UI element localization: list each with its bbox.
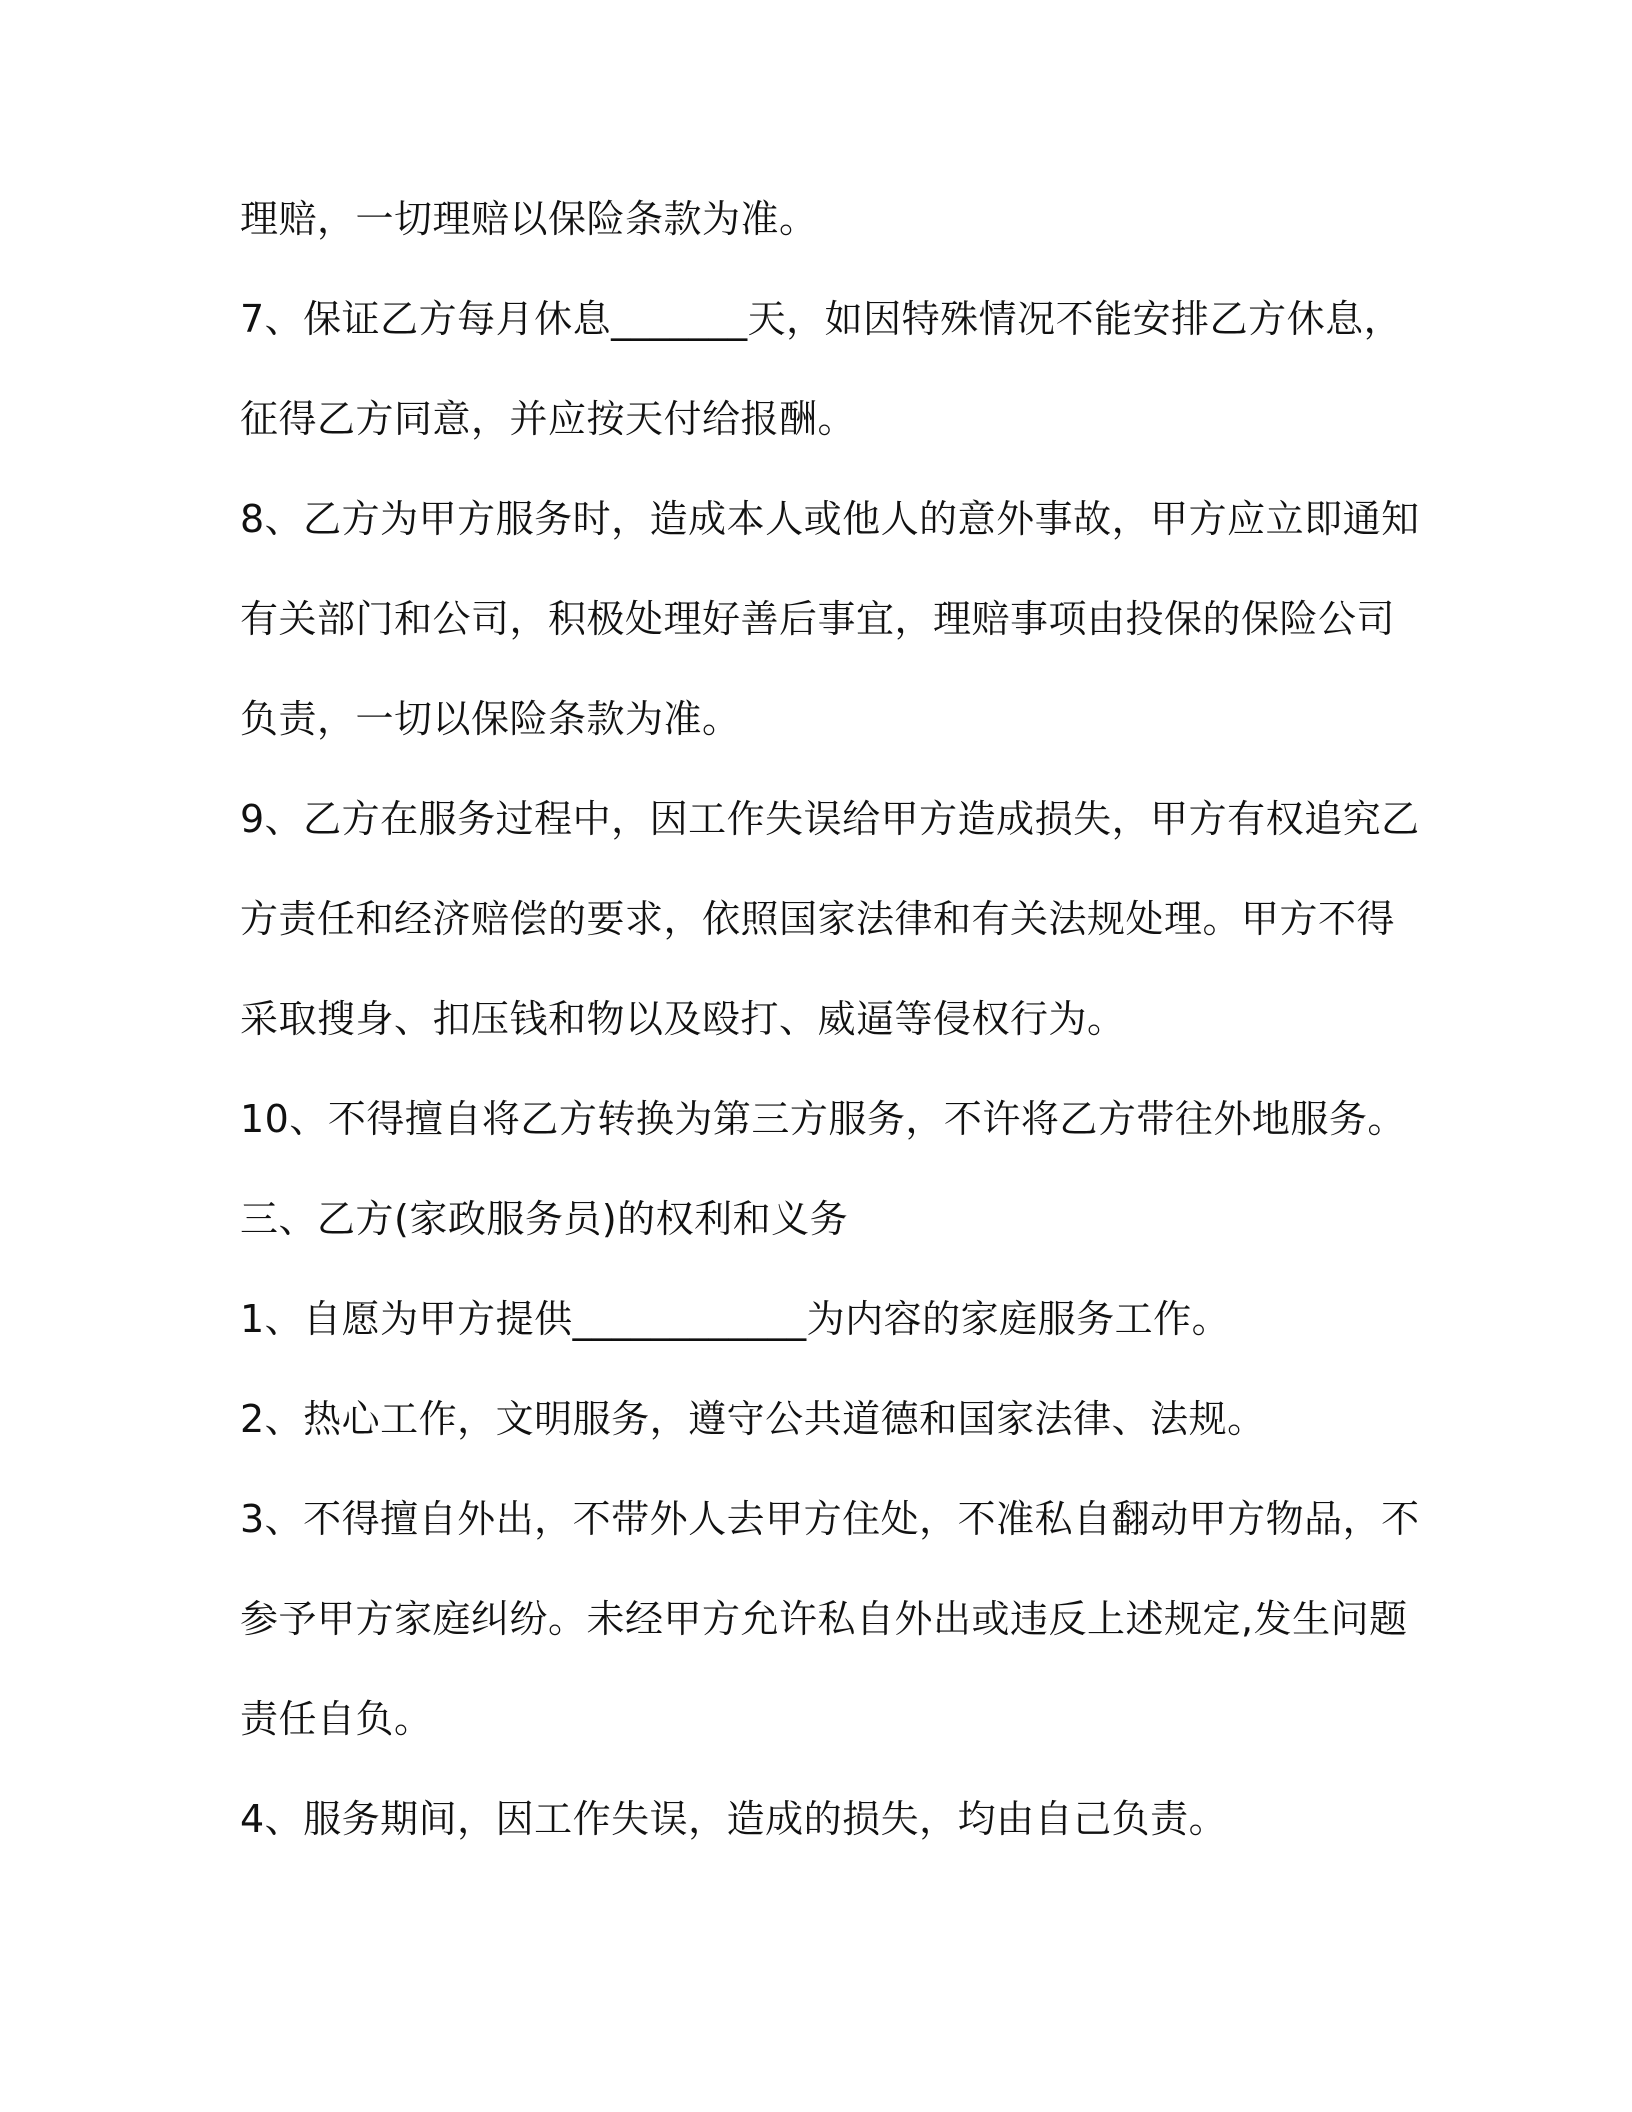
text-line: 8、乙方为甲方服务时，造成本人或他人的意外事故，甲方应立即通知 — [240, 497, 1420, 541]
text-line: 征得乙方同意，并应按天付给报酬。 — [240, 397, 857, 441]
text-line: 负责，一切以保险条款为准。 — [240, 697, 741, 741]
text-line: 责任自负。 — [240, 1697, 433, 1741]
text-line: 4、服务期间，因工作失误，造成的损失，均由自己负责。 — [240, 1797, 1228, 1841]
section-heading: 三、乙方(家政服务员)的权利和义务 — [240, 1197, 849, 1241]
text-line: 3、不得擅自外出，不带外人去甲方住处，不准私自翻动甲方物品，不 — [240, 1497, 1420, 1541]
text-line: 采取搜身、扣压钱和物以及殴打、威逼等侵权行为。 — [240, 997, 1126, 1041]
text-line: 有关部门和公司，积极处理好善后事宜，理赔事项由投保的保险公司 — [240, 597, 1396, 641]
text-line: 参予甲方家庭纠纷。未经甲方允许私自外出或违反上述规定,发生问题 — [240, 1597, 1408, 1641]
text-line: 2、热心工作，文明服务，遵守公共道德和国家法律、法规。 — [240, 1397, 1266, 1441]
text-line: 方责任和经济赔偿的要求，依照国家法律和有关法规处理。甲方不得 — [240, 897, 1396, 941]
text-line: 9、乙方在服务过程中，因工作失误给甲方造成损失，甲方有权追究乙 — [240, 797, 1420, 841]
text-line: 7、保证乙方每月休息_______天，如因特殊情况不能安排乙方休息， — [240, 297, 1403, 341]
text-line: 1、自愿为甲方提供____________为内容的家庭服务工作。 — [240, 1297, 1231, 1341]
text-line: 10、不得擅自将乙方转换为第三方服务，不许将乙方带往外地服务。 — [240, 1097, 1406, 1141]
text-line: 理赔，一切理赔以保险条款为准。 — [240, 197, 818, 241]
